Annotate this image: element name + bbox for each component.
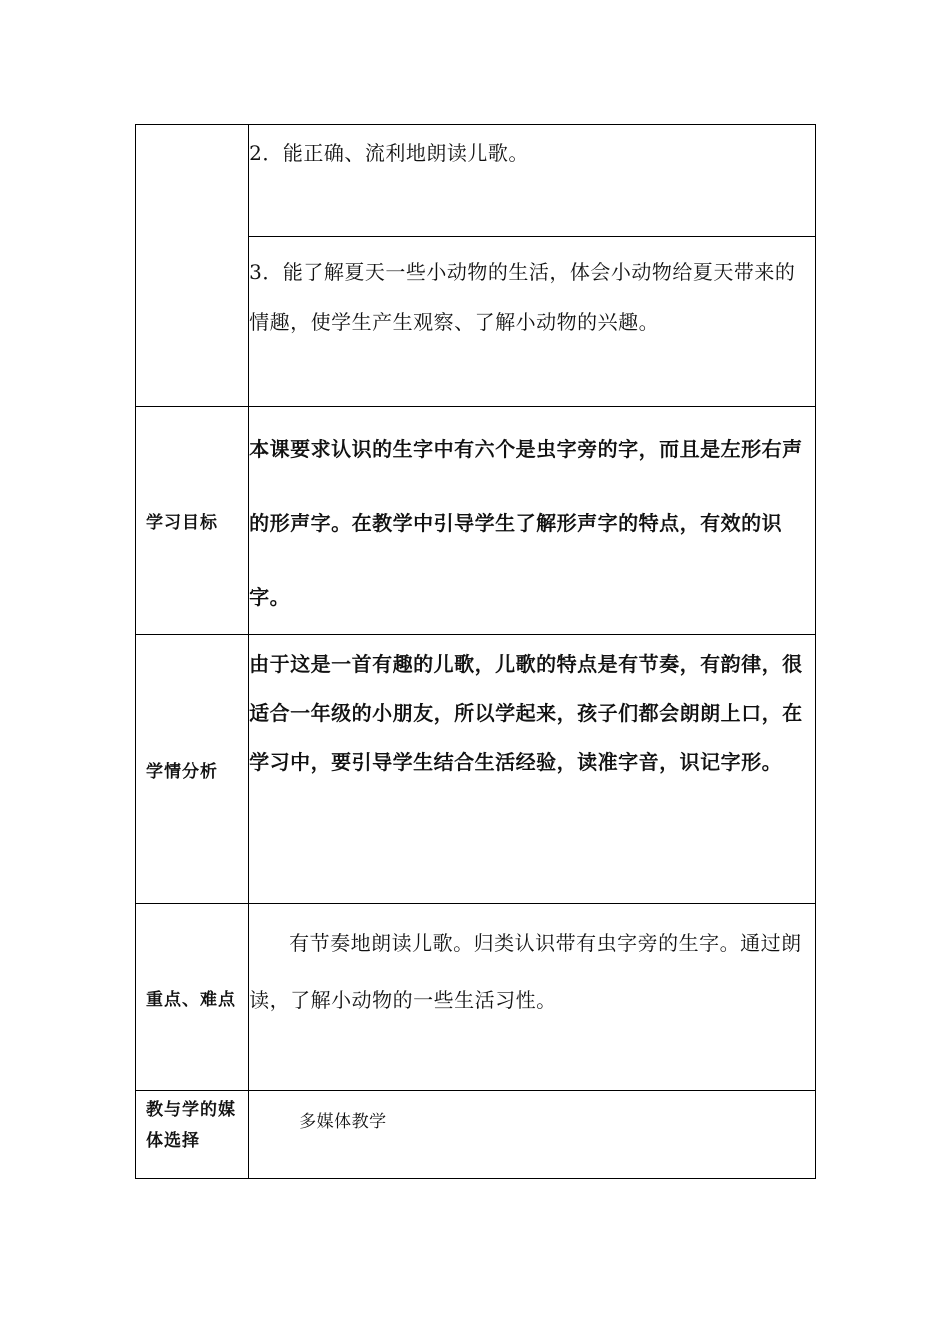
table-row-student-analysis — [136, 635, 816, 904]
learning-goals-text: 本课要求认识的生字中有六个是虫字旁的字，而且是左形右声的形声字。在教学中引导学生了解形声字的特点，有效的识字。 — [249, 407, 816, 635]
objective-2-text: 2．能正确、流利地朗读儿歌。 — [249, 125, 816, 237]
table-row-media — [136, 1091, 816, 1179]
table-row-learning-goals — [136, 407, 816, 635]
key-points-label: 重点、难点 — [136, 904, 249, 1091]
learning-goals-label: 学习目标 — [136, 407, 249, 635]
lesson-plan-table — [135, 124, 816, 1179]
objective-3-text: 3．能了解夏天一些小动物的生活，体会小动物给夏天带来的情趣，使学生产生观察、了解小动物的兴趣。 — [249, 237, 816, 407]
table-row-key-points — [136, 904, 816, 1091]
student-analysis-text: 由于这是一首有趣的儿歌，儿歌的特点是有节奏，有韵律，很适合一年级的小朋友，所以学起来，孩子们都会朗朗上口，在学习中，要引导学生结合生活经验，读准字音，识记字形。 — [249, 635, 816, 904]
student-analysis-label: 学情分析 — [136, 635, 249, 904]
key-points-text: 有节奏地朗读儿歌。归类认识带有虫字旁的生字。通过朗读，了解小动物的一些生活习性。 — [249, 904, 816, 1091]
table-row-objective-2 — [136, 125, 816, 237]
row-label-empty — [136, 125, 249, 407]
media-text: 多媒体教学 — [249, 1091, 816, 1179]
media-label: 教与学的媒体选择 — [136, 1091, 249, 1179]
